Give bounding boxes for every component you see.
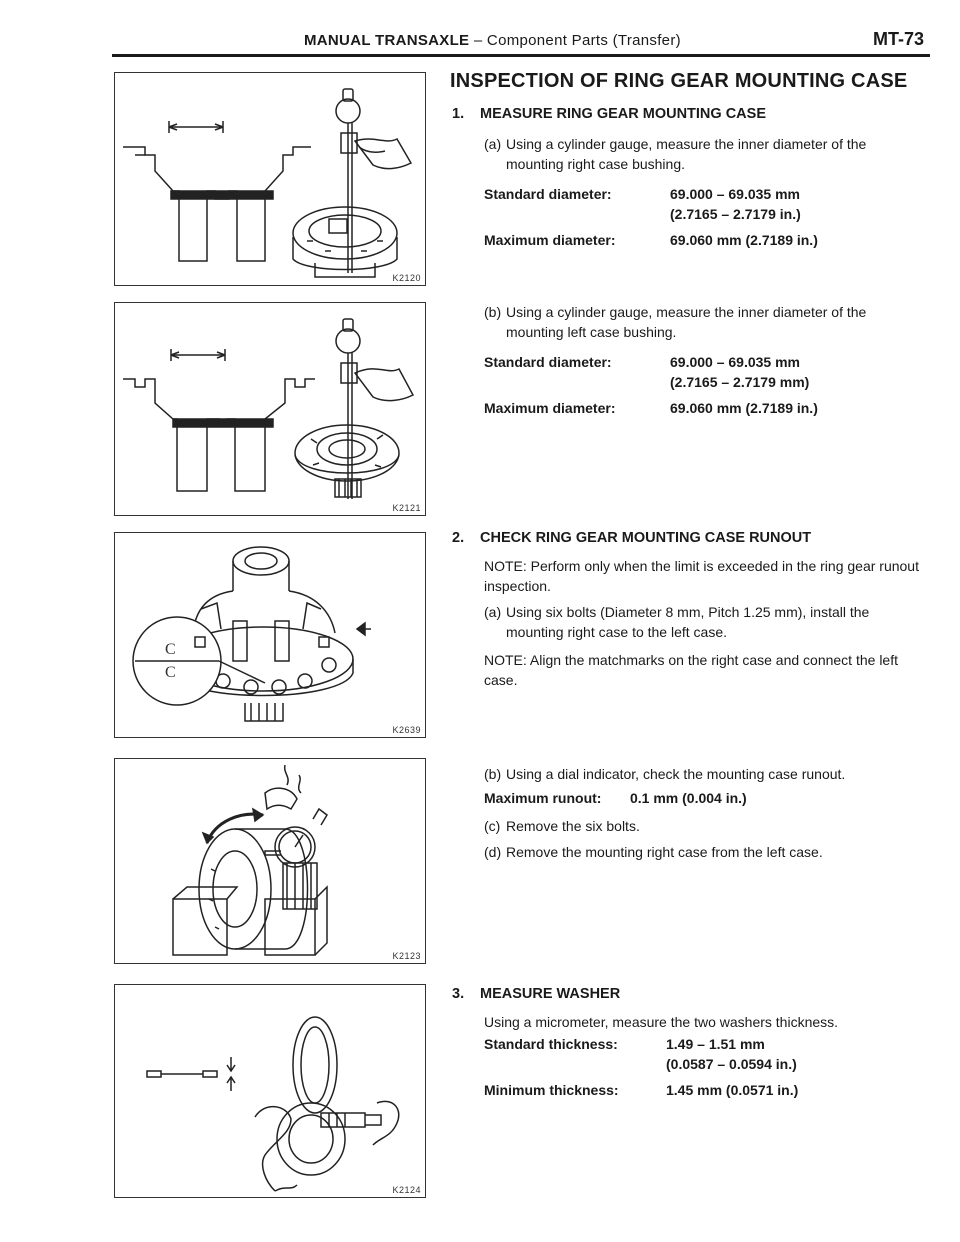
figure-code: K2639 xyxy=(392,725,421,735)
spec-value: 0.1 mm (0.004 in.) xyxy=(630,790,747,806)
spec-value: 69.000 – 69.035 mm xyxy=(670,186,800,202)
spec-value-inch: (0.0587 – 0.0594 in.) xyxy=(666,1056,797,1072)
step-1a xyxy=(484,134,924,178)
substep-text: Remove the six bolts. xyxy=(506,818,640,834)
step-1b-maximum-diameter xyxy=(484,400,924,420)
step-1b xyxy=(484,302,924,346)
figure-washer-illustration xyxy=(115,985,425,1197)
substep-text: Using six bolts (Diameter 8 mm, Pitch 1.25 mm), install the mounting right case to the left case. xyxy=(506,604,870,640)
substep-text: Using a cylinder gauge, measure the inner diameter of the mounting right case bushing. xyxy=(506,136,867,172)
figure-code: K2120 xyxy=(392,273,421,283)
figure-runout-dial-indicator xyxy=(114,758,426,964)
header-title-bold: MANUAL TRANSAXLE xyxy=(304,32,470,49)
substep-label: (d) xyxy=(484,844,502,860)
step-1b-standard-diameter xyxy=(484,354,924,394)
spec-label: Minimum thickness: xyxy=(484,1082,619,1098)
figure-washer-micrometer xyxy=(114,984,426,1198)
figure-case-assembly-matchmarks xyxy=(114,532,426,738)
step-title: MEASURE RING GEAR MOUNTING CASE xyxy=(480,106,766,122)
step-2-note-2: NOTE: Align the matchmarks on the right case and connect the left case. xyxy=(484,652,898,688)
step-number: 1. xyxy=(452,106,465,122)
header-title xyxy=(304,32,681,49)
figure-right-case-illustration xyxy=(115,73,425,285)
figure-code: K2124 xyxy=(392,1185,421,1195)
spec-value-inch: (2.7165 – 2.7179 mm) xyxy=(670,374,810,390)
figure-left-case-illustration xyxy=(115,303,425,515)
substep-label: (a) xyxy=(484,136,502,152)
spec-label: Standard diameter: xyxy=(484,186,612,202)
spec-value: 1.49 – 1.51 mm xyxy=(666,1036,765,1052)
step-2-note-1: NOTE: Perform only when the limit is exceeded in the ring gear runout inspection. xyxy=(484,558,919,594)
step-3-standard-thickness xyxy=(484,1036,924,1076)
figure-case-assembly-illustration xyxy=(115,533,425,737)
step-2-heading xyxy=(452,530,922,550)
matchmark-label-top: C xyxy=(165,641,176,658)
step-2b xyxy=(484,764,924,786)
header-title-rest: – Component Parts (Transfer) xyxy=(469,32,681,49)
spec-value-inch: (2.7165 – 2.7179 in.) xyxy=(670,206,801,222)
substep-text: Using a cylinder gauge, measure the inner diameter of the mounting left case bushing. xyxy=(506,304,867,340)
spec-value: 1.45 mm (0.0571 in.) xyxy=(666,1082,799,1098)
step-2d xyxy=(484,842,924,864)
step-1-heading xyxy=(452,106,922,126)
substep-label: (b) xyxy=(484,304,502,320)
step-3-minimum-thickness xyxy=(484,1082,924,1102)
substep-label: (b) xyxy=(484,766,502,782)
spec-label: Maximum diameter: xyxy=(484,232,616,248)
step-number: 2. xyxy=(452,530,465,546)
figure-runout-illustration xyxy=(115,759,425,963)
step-2-maximum-runout xyxy=(484,790,924,810)
figure-code: K2121 xyxy=(392,503,421,513)
step-3-text: Using a micrometer, measure the two washers thickness. xyxy=(484,1014,839,1030)
step-3-heading xyxy=(452,986,922,1006)
spec-value: 69.060 mm (2.7189 in.) xyxy=(670,400,818,416)
figure-right-case-bushing xyxy=(114,72,426,286)
spec-label: Maximum runout: xyxy=(484,790,602,806)
spec-label: Maximum diameter: xyxy=(484,400,616,416)
step-title: MEASURE WASHER xyxy=(480,986,621,1002)
step-title: CHECK RING GEAR MOUNTING CASE RUNOUT xyxy=(480,530,812,546)
step-1a-maximum-diameter xyxy=(484,232,924,252)
spec-value: 69.000 – 69.035 mm xyxy=(670,354,800,370)
substep-text: Using a dial indicator, check the mounting case runout. xyxy=(506,766,846,782)
page-header xyxy=(112,26,930,57)
step-number: 3. xyxy=(452,986,465,1002)
matchmark-label-bottom: C xyxy=(165,664,176,681)
substep-label: (c) xyxy=(484,818,501,834)
step-2c xyxy=(484,816,924,838)
step-1a-standard-diameter xyxy=(484,186,924,226)
substep-text: Remove the mounting right case from the left case. xyxy=(506,844,823,860)
spec-label: Standard thickness: xyxy=(484,1036,618,1052)
spec-value: 69.060 mm (2.7189 in.) xyxy=(670,232,818,248)
figure-left-case-bushing xyxy=(114,302,426,516)
substep-label: (a) xyxy=(484,604,502,620)
section-heading: INSPECTION OF RING GEAR MOUNTING CASE xyxy=(450,70,908,92)
figure-code: K2123 xyxy=(392,951,421,961)
page-number: MT-73 xyxy=(872,29,924,49)
step-2a xyxy=(484,602,924,646)
spec-label: Standard diameter: xyxy=(484,354,612,370)
